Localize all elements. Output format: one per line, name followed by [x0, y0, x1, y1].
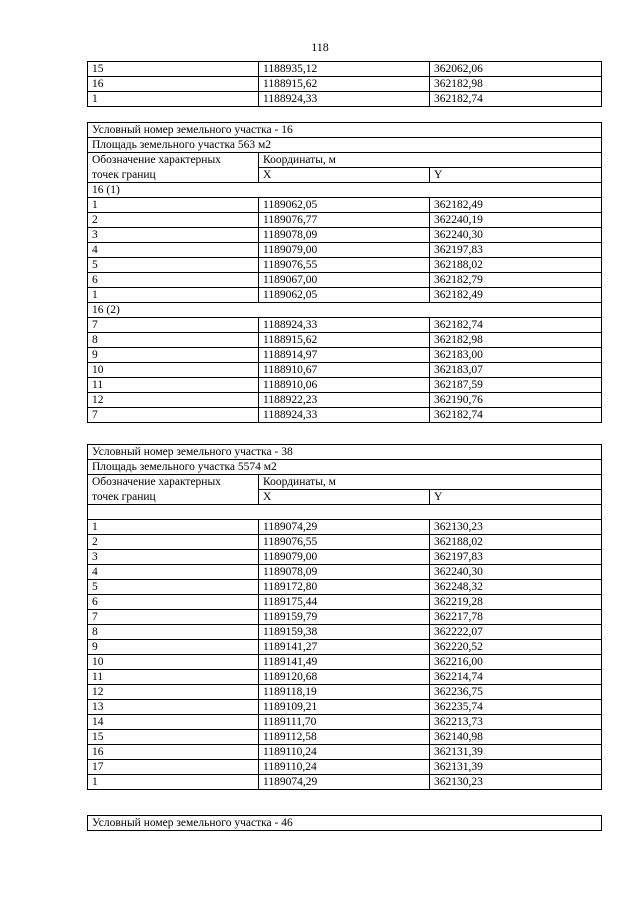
- group-body: [88, 505, 602, 790]
- point-number-cell: 14: [88, 715, 259, 730]
- table-row: [88, 520, 602, 535]
- x-coordinate-cell: 1189079,00: [259, 550, 430, 565]
- table-row: [88, 595, 602, 610]
- y-coordinate-cell: 362188,02: [430, 535, 602, 550]
- x-coordinate-cell: 1188915,62: [259, 77, 430, 92]
- table-row: [88, 550, 602, 565]
- y-coordinate-cell: 362182,79: [430, 273, 602, 288]
- x-coordinate-cell: 1189175,44: [259, 595, 430, 610]
- x-coordinate-cell: 1189172,80: [259, 580, 430, 595]
- point-number-cell: 10: [88, 363, 259, 378]
- x-coordinate-cell: 1189110,24: [259, 745, 430, 760]
- y-coordinate-cell: 362182,49: [430, 198, 602, 213]
- y-coordinate-cell: 362248,32: [430, 580, 602, 595]
- group-label-row: [88, 505, 602, 520]
- point-number-cell: 15: [88, 730, 259, 745]
- x-coordinate-cell: 1188935,12: [259, 62, 430, 77]
- y-coordinate-cell: 362219,28: [430, 595, 602, 610]
- header-row-2: [88, 168, 602, 183]
- point-number-cell: 10: [88, 655, 259, 670]
- parcel-table-46: [87, 815, 602, 831]
- x-coordinate-cell: 1189078,09: [259, 228, 430, 243]
- x-coordinate-cell: 1188910,06: [259, 378, 430, 393]
- parcel-area: Площадь земельного участка 563 м2: [88, 138, 602, 153]
- y-coordinate-cell: 362235,74: [430, 700, 602, 715]
- point-number-cell: 1: [88, 288, 259, 303]
- x-coordinate-cell: 1189159,38: [259, 625, 430, 640]
- y-coordinate-cell: 362182,74: [430, 92, 602, 107]
- point-number-cell: 9: [88, 348, 259, 363]
- parcel-title: Условный номер земельного участка - 46: [88, 816, 602, 831]
- coordinates-table-continued: [87, 61, 602, 107]
- table-row: [88, 77, 602, 92]
- point-number-cell: 9: [88, 640, 259, 655]
- table-row: [88, 685, 602, 700]
- point-number-cell: 6: [88, 273, 259, 288]
- y-coordinate-cell: 362217,78: [430, 610, 602, 625]
- parcel-table-38: [87, 444, 602, 790]
- point-number-cell: 15: [88, 62, 259, 77]
- y-coordinate-cell: 362222,07: [430, 625, 602, 640]
- x-coordinate-cell: 1189109,21: [259, 700, 430, 715]
- header-row-1: [88, 475, 602, 490]
- group-label-row: [88, 183, 602, 198]
- y-coordinate-cell: 362187,59: [430, 378, 602, 393]
- x-coordinate-cell: 1189074,29: [259, 775, 430, 790]
- table-row: [88, 213, 602, 228]
- parcel-title-row: [88, 123, 602, 138]
- y-coordinate-cell: 362182,98: [430, 77, 602, 92]
- point-number-cell: 12: [88, 393, 259, 408]
- table-row: [88, 348, 602, 363]
- y-coordinate-cell: 362131,39: [430, 745, 602, 760]
- x-coordinate-cell: 1189062,05: [259, 198, 430, 213]
- table-row: [88, 62, 602, 77]
- x-coordinate-cell: 1189111,70: [259, 715, 430, 730]
- x-coordinate-cell: 1189062,05: [259, 288, 430, 303]
- col-header-x: X: [259, 490, 430, 505]
- x-coordinate-cell: 1189112,58: [259, 730, 430, 745]
- parcel-table-16: [87, 122, 602, 423]
- point-number-cell: 12: [88, 685, 259, 700]
- col-header-points: Обозначение характерных: [88, 475, 259, 490]
- col-header-points-cont: точек границ: [88, 168, 259, 183]
- point-number-cell: 17: [88, 760, 259, 775]
- y-coordinate-cell: 362236,75: [430, 685, 602, 700]
- point-number-cell: 4: [88, 243, 259, 258]
- x-coordinate-cell: 1189118,19: [259, 685, 430, 700]
- table-row: [88, 610, 602, 625]
- x-coordinate-cell: 1188924,33: [259, 92, 430, 107]
- col-header-y: Y: [430, 168, 602, 183]
- group-label: 16 (1): [88, 183, 602, 198]
- table-row: [88, 760, 602, 775]
- table-row: [88, 393, 602, 408]
- point-number-cell: 1: [88, 775, 259, 790]
- header-row-1: [88, 153, 602, 168]
- x-coordinate-cell: 1188924,33: [259, 318, 430, 333]
- parcel-area-row: [88, 138, 602, 153]
- y-coordinate-cell: 362183,07: [430, 363, 602, 378]
- table-row: [88, 258, 602, 273]
- point-number-cell: 2: [88, 535, 259, 550]
- y-coordinate-cell: 362240,30: [430, 565, 602, 580]
- parcel-title-row: [88, 445, 602, 460]
- point-number-cell: 2: [88, 213, 259, 228]
- y-coordinate-cell: 362182,74: [430, 408, 602, 423]
- header-row-2: [88, 490, 602, 505]
- table-body: [88, 62, 602, 107]
- point-number-cell: 7: [88, 610, 259, 625]
- table-row: [88, 363, 602, 378]
- table-row: [88, 565, 602, 580]
- x-coordinate-cell: 1189078,09: [259, 565, 430, 580]
- table-row: [88, 700, 602, 715]
- y-coordinate-cell: 362213,73: [430, 715, 602, 730]
- y-coordinate-cell: 362188,02: [430, 258, 602, 273]
- table-row: [88, 198, 602, 213]
- group-label: 16 (2): [88, 303, 602, 318]
- table-row: [88, 318, 602, 333]
- x-coordinate-cell: 1188922,23: [259, 393, 430, 408]
- table-row: [88, 775, 602, 790]
- point-number-cell: 1: [88, 198, 259, 213]
- y-coordinate-cell: 362197,83: [430, 243, 602, 258]
- x-coordinate-cell: 1189076,55: [259, 258, 430, 273]
- table-row: [88, 625, 602, 640]
- x-coordinate-cell: 1189076,55: [259, 535, 430, 550]
- table-row: [88, 655, 602, 670]
- table-row: [88, 580, 602, 595]
- table-row: [88, 92, 602, 107]
- x-coordinate-cell: 1189141,49: [259, 655, 430, 670]
- x-coordinate-cell: 1188914,97: [259, 348, 430, 363]
- y-coordinate-cell: 362130,23: [430, 775, 602, 790]
- point-number-cell: 3: [88, 550, 259, 565]
- x-coordinate-cell: 1188910,67: [259, 363, 430, 378]
- point-number-cell: 1: [88, 92, 259, 107]
- col-header-y: Y: [430, 490, 602, 505]
- x-coordinate-cell: 1189120,68: [259, 670, 430, 685]
- y-coordinate-cell: 362183,00: [430, 348, 602, 363]
- group-body: [88, 183, 602, 303]
- table-row: [88, 378, 602, 393]
- x-coordinate-cell: 1189074,29: [259, 520, 430, 535]
- col-header-coords: Координаты, м: [259, 475, 602, 490]
- parcel-area: Площадь земельного участка 5574 м2: [88, 460, 602, 475]
- page-number: 118: [311, 40, 329, 54]
- y-coordinate-cell: 362240,30: [430, 228, 602, 243]
- y-coordinate-cell: 362220,52: [430, 640, 602, 655]
- parcel-title: Условный номер земельного участка - 38: [88, 445, 602, 460]
- y-coordinate-cell: 362182,98: [430, 333, 602, 348]
- group-label: [88, 505, 602, 520]
- col-header-points: Обозначение характерных: [88, 153, 259, 168]
- x-coordinate-cell: 1188915,62: [259, 333, 430, 348]
- y-coordinate-cell: 362190,76: [430, 393, 602, 408]
- x-coordinate-cell: 1189110,24: [259, 760, 430, 775]
- point-number-cell: 4: [88, 565, 259, 580]
- point-number-cell: 16: [88, 745, 259, 760]
- table-row: [88, 243, 602, 258]
- table-row: [88, 535, 602, 550]
- col-header-coords: Координаты, м: [259, 153, 602, 168]
- y-coordinate-cell: 362062,06: [430, 62, 602, 77]
- table-row: [88, 730, 602, 745]
- point-number-cell: 8: [88, 625, 259, 640]
- y-coordinate-cell: 362197,83: [430, 550, 602, 565]
- point-number-cell: 6: [88, 595, 259, 610]
- table-row: [88, 670, 602, 685]
- y-coordinate-cell: 362182,74: [430, 318, 602, 333]
- table-row: [88, 333, 602, 348]
- table-row: [88, 715, 602, 730]
- y-coordinate-cell: 362240,19: [430, 213, 602, 228]
- parcel-title-row: [88, 816, 602, 831]
- point-number-cell: 1: [88, 520, 259, 535]
- point-number-cell: 11: [88, 670, 259, 685]
- point-number-cell: 16: [88, 77, 259, 92]
- point-number-cell: 13: [88, 700, 259, 715]
- col-header-points-cont: точек границ: [88, 490, 259, 505]
- y-coordinate-cell: 362214,74: [430, 670, 602, 685]
- x-coordinate-cell: 1189141,27: [259, 640, 430, 655]
- y-coordinate-cell: 362182,49: [430, 288, 602, 303]
- point-number-cell: 5: [88, 258, 259, 273]
- point-number-cell: 5: [88, 580, 259, 595]
- x-coordinate-cell: 1189079,00: [259, 243, 430, 258]
- y-coordinate-cell: 362140,98: [430, 730, 602, 745]
- y-coordinate-cell: 362131,39: [430, 760, 602, 775]
- y-coordinate-cell: 362130,23: [430, 520, 602, 535]
- table-row: [88, 745, 602, 760]
- group-body: [88, 303, 602, 423]
- point-number-cell: 7: [88, 408, 259, 423]
- table-row: [88, 228, 602, 243]
- point-number-cell: 8: [88, 333, 259, 348]
- col-header-x: X: [259, 168, 430, 183]
- table-row: [88, 640, 602, 655]
- point-number-cell: 11: [88, 378, 259, 393]
- table-row: [88, 273, 602, 288]
- x-coordinate-cell: 1188924,33: [259, 408, 430, 423]
- y-coordinate-cell: 362216,00: [430, 655, 602, 670]
- parcel-area-row: [88, 460, 602, 475]
- group-label-row: [88, 303, 602, 318]
- x-coordinate-cell: 1189076,77: [259, 213, 430, 228]
- table-row: [88, 408, 602, 423]
- point-number-cell: 3: [88, 228, 259, 243]
- table-row: [88, 288, 602, 303]
- x-coordinate-cell: 1189067,00: [259, 273, 430, 288]
- parcel-title: Условный номер земельного участка - 16: [88, 123, 602, 138]
- x-coordinate-cell: 1189159,79: [259, 610, 430, 625]
- point-number-cell: 7: [88, 318, 259, 333]
